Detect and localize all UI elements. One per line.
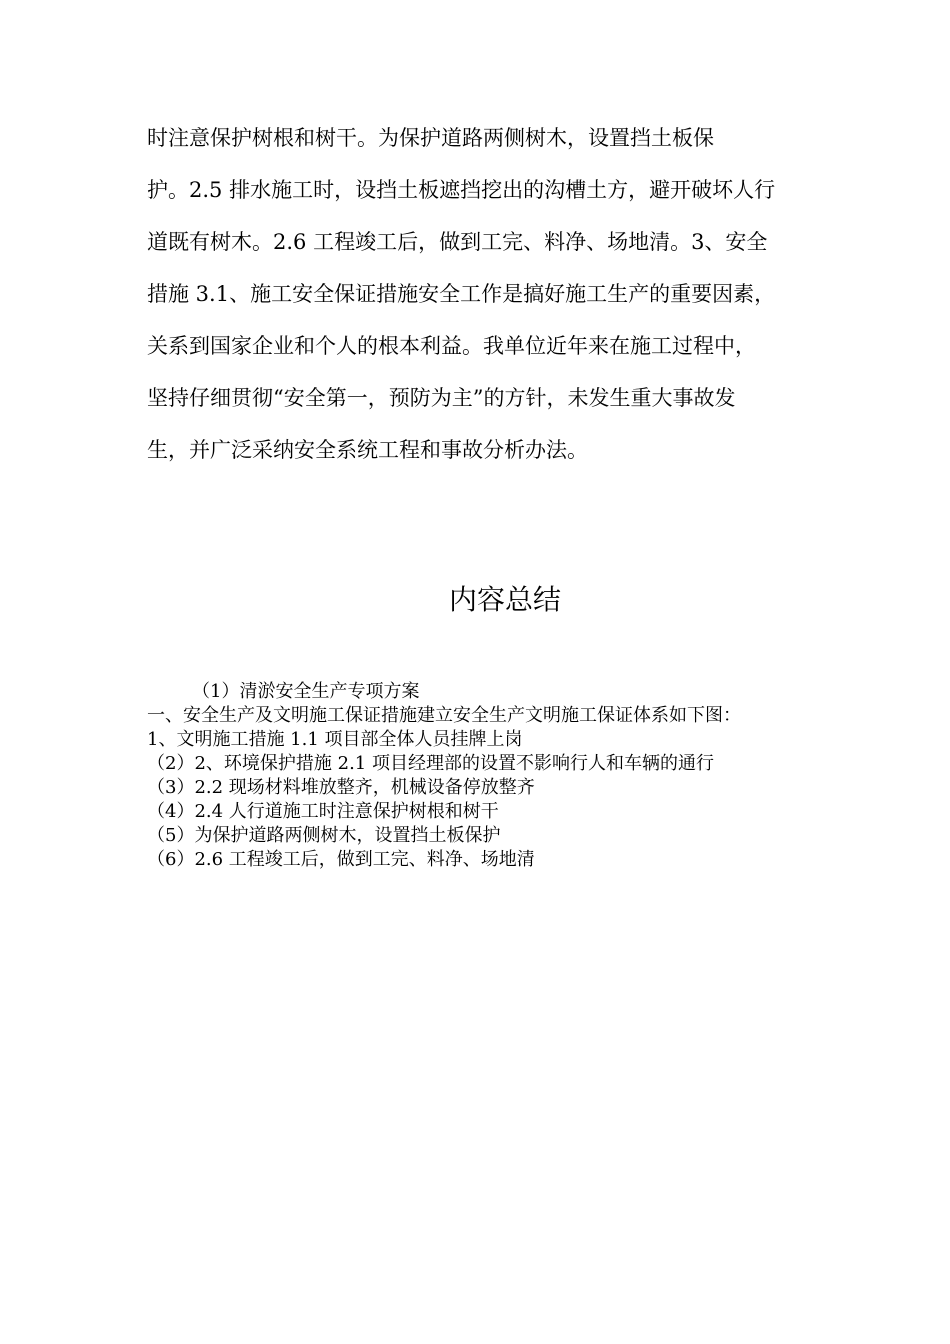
summary-item: （4）2.4 人行道施工时注意保护树根和树干	[147, 801, 499, 822]
summary-item: 1、文明施工措施 1.1 项目部全体人员挂牌上岗	[147, 729, 523, 750]
body-line: 措施 3.1、施工安全保证措施安全工作是搞好施工生产的重要因素，	[147, 282, 776, 306]
body-line: 关系到国家企业和个人的根本利益。我单位近年来在施工过程中，	[147, 334, 756, 358]
summary-item: （3）2.2 现场材料堆放整齐，机械设备停放整齐	[147, 777, 535, 798]
summary-item: （2）2、环境保护措施 2.1 项目经理部的设置不影响行人和车辆的通行	[147, 753, 714, 774]
body-line: 生，并广泛采纳安全系统工程和事故分析办法。	[147, 438, 588, 462]
summary-item: 一、安全生产及文明施工保证措施建立安全生产文明施工保证体系如下图：	[147, 705, 741, 726]
summary-title: 内容总结	[448, 583, 561, 616]
body-line: 时注意保护树根和树干。为保护道路两侧树木，设置挡土板保	[147, 126, 714, 150]
body-line: 坚持仔细贯彻“安全第一，预防为主”的方针，未发生重大事故发	[147, 386, 736, 410]
summary-list	[147, 680, 807, 872]
summary-item: （6）2.6 工程竣工后，做到工完、料净、场地清	[147, 849, 535, 870]
body-line: 护。2.5 排水施工时，设挡土板遮挡挖出的沟槽土方，避开破坏人行	[147, 178, 776, 202]
summary-item: （1）清淤安全生产专项方案	[192, 681, 420, 702]
body-line: 道既有树木。2.6 工程竣工后，做到工完、料净、场地清。3、安全	[147, 230, 768, 254]
body-paragraph	[147, 118, 807, 482]
summary-item: （5）为保护道路两侧树木，设置挡土板保护	[147, 825, 501, 846]
